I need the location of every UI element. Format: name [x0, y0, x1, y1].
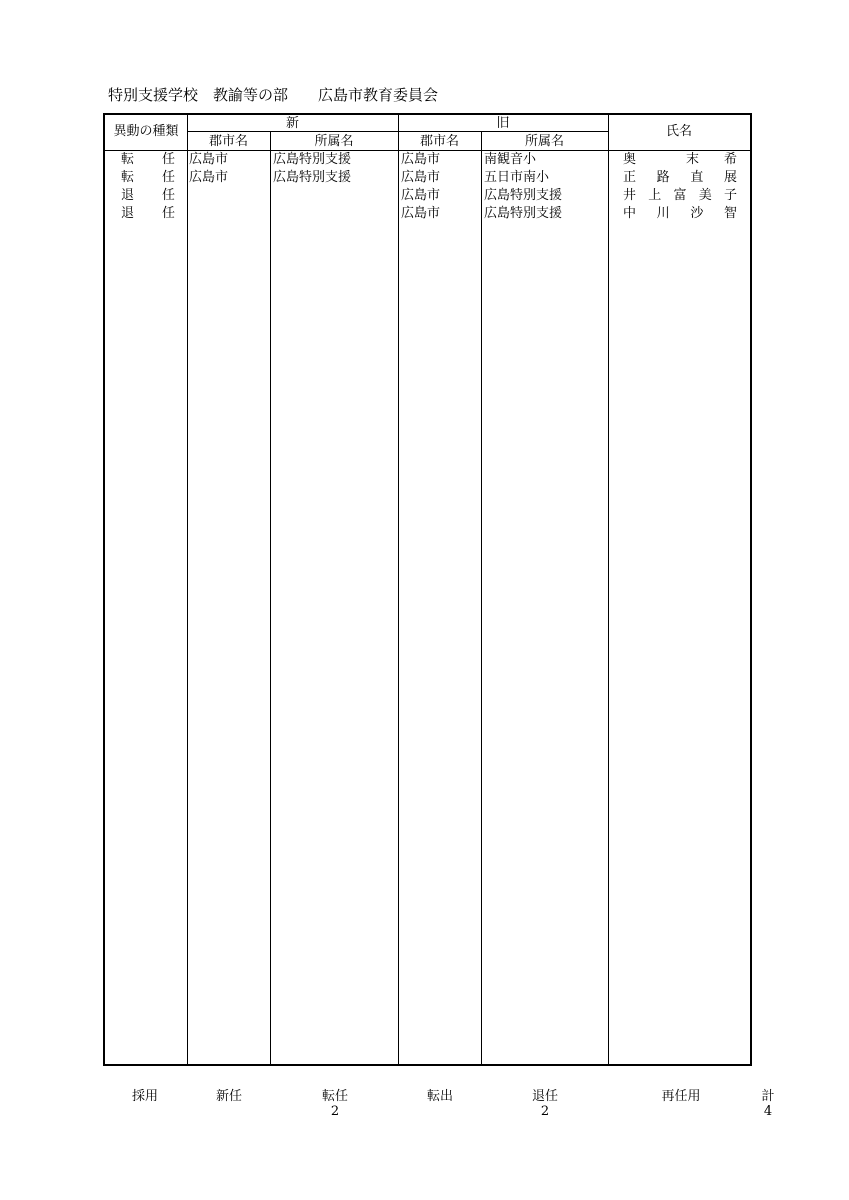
- row-new-affiliation: 広島特別支援: [273, 152, 352, 167]
- summary-label-transfer-in: 転任: [321, 1089, 348, 1104]
- summary-label-total: 計: [761, 1089, 775, 1104]
- row-person-name: 中 川 沙 智: [623, 206, 737, 221]
- col-divider-new-old: [398, 115, 399, 1066]
- row-kind: 転 任: [121, 152, 175, 167]
- header-new-group: 新: [285, 116, 299, 131]
- row-kind: 転 任: [121, 170, 175, 185]
- row-old-city: 広島市: [401, 188, 441, 203]
- summary-value-total: 4: [763, 1104, 773, 1119]
- summary-value-retire: 2: [540, 1104, 550, 1119]
- col-divider-old-name: [608, 115, 609, 1066]
- row-old-city: 広島市: [401, 206, 441, 221]
- col-divider-old-city: [481, 132, 482, 1066]
- summary-label-transfer-out: 転出: [426, 1089, 453, 1104]
- row-kind: 退 任: [121, 188, 175, 203]
- row-person-name: 奥 末 希: [623, 152, 737, 167]
- row-new-city: 広島市: [189, 152, 229, 167]
- row-old-city: 広島市: [401, 152, 441, 167]
- row-kind: 退 任: [121, 206, 175, 221]
- col-divider-new-city: [270, 132, 271, 1066]
- row-person-name: 井 上 富 美 子: [623, 188, 737, 203]
- header-old-city: 郡市名: [419, 134, 459, 149]
- header-old-affiliation: 所属名: [524, 134, 564, 149]
- summary-label-rehire: 再任用: [661, 1089, 701, 1104]
- row-old-city: 広島市: [401, 170, 441, 185]
- row-old-affiliation: 広島特別支援: [484, 188, 563, 203]
- row-old-affiliation: 南観音小: [484, 152, 537, 167]
- summary-label-hire: 採用: [131, 1089, 158, 1104]
- header-new-city: 郡市名: [208, 134, 248, 149]
- row-old-affiliation: 広島特別支援: [484, 206, 563, 221]
- row-new-city: 広島市: [189, 170, 229, 185]
- col-divider-kind: [187, 115, 188, 1066]
- header-name: 氏名: [665, 124, 692, 139]
- row-person-name: 正 路 直 展: [623, 170, 737, 185]
- summary-label-retire: 退任: [531, 1089, 558, 1104]
- summary-label-new: 新任: [215, 1089, 242, 1104]
- header-new-affiliation: 所属名: [314, 134, 354, 149]
- summary-value-transfer-in: 2: [330, 1104, 340, 1119]
- row-new-affiliation: 広島特別支援: [273, 170, 352, 185]
- header-old-group: 旧: [496, 116, 510, 131]
- row-old-affiliation: 五日市南小: [484, 170, 550, 185]
- personnel-table: [103, 113, 752, 1066]
- document-heading: 特別支援学校 教諭等の部 広島市教育委員会: [108, 86, 439, 104]
- header-kind: 異動の種類: [113, 124, 179, 139]
